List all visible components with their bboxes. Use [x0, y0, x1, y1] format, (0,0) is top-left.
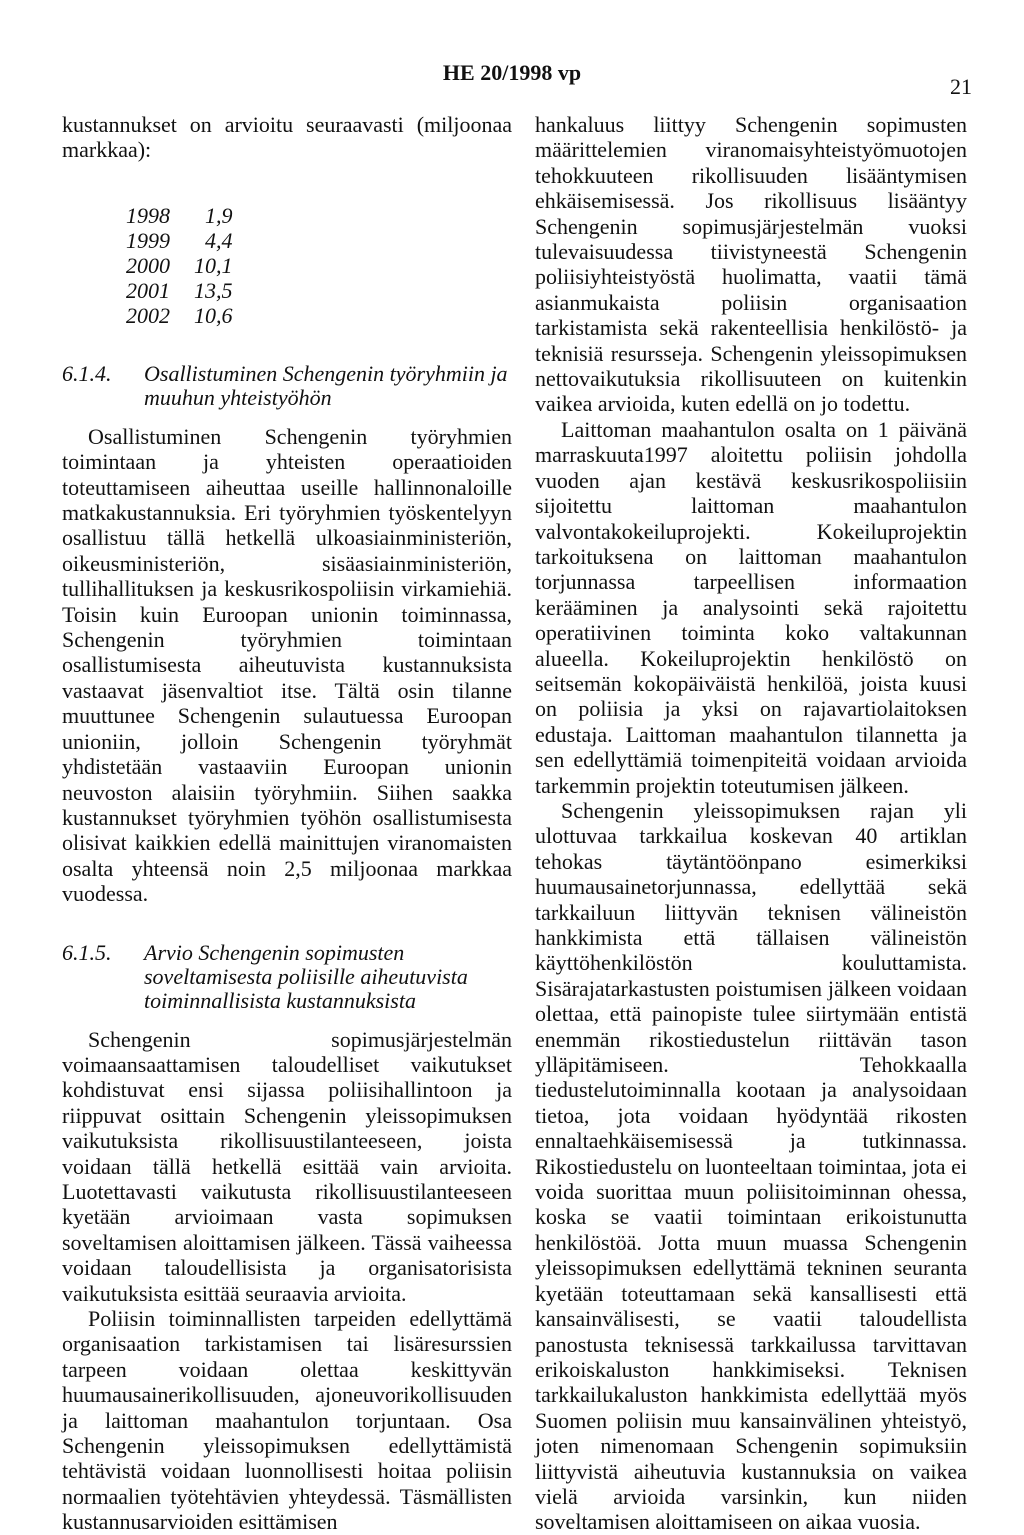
cost-row [126, 253, 233, 278]
cost-year: 1998 [126, 202, 170, 228]
cost-value: 13,5 [194, 277, 233, 303]
section-heading-6-1-5 [62, 941, 512, 1013]
paragraph: hankaluus liittyy Schengenin sopimusten määrittelemien viranomaisyhteistyömuotojen tehokkuuteen rikollisuuden lisääntymisen ehkäisemisessä. Jos rikollisuus lisääntyy Schengenin sopimusjärjestelmän vuoksi tulevaisuudessa tiivistyneestä Schengenin poliisiyhteistyöstä huolimatta, vaatii tämä asianmukaista poliisin organisaation tarkistamista sekä rakenteellisia henkilöstö- ja teknisiä resursseja. Schengenin yleissopimuksen nettovaikutuksia rikollisuuteen on kuitenkin vaikea arvioida, kuten edellä on jo todettu. [535, 112, 967, 417]
section-title: Arvio Schengenin sopimusten soveltamisesta poliisille aiheutuvista toiminnallisista kustannuksista [144, 939, 468, 1013]
left-column [62, 112, 512, 1535]
paragraph: Schengenin sopimusjärjestelmän voimaansaattamisen taloudelliset vaikutukset kohdistuvat ensi sijassa poliisihallintoon ja riippuvat osittain Schengenin yleissopimuksen vaikutuksista rikollisuustilanteeseen, joista voidaan tällä hetkellä esittää vain arvioita. Luotettavasti vaikutusta rikollisuustilanteeseen kyetään arvioimaan vasta sopimuksen soveltamisen aloittamisen jälkeen. Tässä vaiheessa voidaan taloudellisista ja organisatorisista vaikutuksista esittää seuraavia arvioita. [62, 1026, 512, 1306]
section-number: 6.1.4. [62, 360, 112, 386]
cost-row [126, 303, 233, 328]
cost-year: 1999 [126, 227, 170, 253]
cost-intro: kustannukset on arvioitu seuraavasti (miljoonaa markkaa): [62, 112, 512, 163]
cost-value: 10,6 [194, 302, 233, 328]
cost-row [126, 203, 233, 228]
cost-row [126, 228, 233, 253]
cost-year: 2002 [126, 302, 170, 328]
cost-year: 2001 [126, 277, 170, 303]
paragraph: Laittoman maahantulon osalta on 1 päivänä marraskuuta1997 aloitettu poliisin johdolla vuoden ajan kestävä keskusrikospoliisiin sijoitettu laittoman maahantulon valvontakokeiluprojekti. Kokeiluprojektin tarkoituksena on laittoman maahantulon torjunnassa tarpeellisen informaation kerääminen ja analysointi sekä rajoitettu operatiivinen toiminta koko valtakunnan alueella. Kokeiluprojektin henkilöstö on seitsemän kokopäiväistä henkilöä, joista kuusi on poliisia ja yksi on rajavartiolaitoksen edustaja. Laittoman maahantulon tilannetta ja sen edellyttämiä toimenpiteitä voidaan arvioida tarkemmin projektin toteutumisen jälkeen. [535, 416, 967, 798]
section-heading-6-1-4 [62, 362, 512, 410]
document-id: HE 20/1998 vp [442, 60, 582, 85]
cost-value: 10,1 [194, 252, 233, 278]
cost-row [126, 278, 233, 303]
cost-table [126, 203, 233, 328]
cost-value: 1,9 [205, 202, 233, 228]
right-column [535, 112, 967, 1535]
section-number: 6.1.5. [62, 939, 112, 965]
paragraph: Poliisin toiminnallisten tarpeiden edellyttämä organisaation tarkistamisen tai lisäresurssien tarpeen voidaan olettaa keskittyvän huumausainerikollisuuden, ajoneuvorikollisuuden ja laittoman maahantulon torjuntaan. Osa Schengenin yleissopimuksen edellyttämistä tehtävistä voidaan luonnollisesti hoitaa poliisin normaalien työtehtävien yhteydessä. Täsmällisten kustannusarvioiden esittämisen [62, 1306, 512, 1535]
cost-year: 2000 [126, 252, 170, 278]
section-title: Osallistuminen Schengenin työryhmiin ja muuhun yhteistyöhön [144, 360, 508, 410]
page-header [0, 60, 1024, 100]
cost-value: 4,4 [205, 227, 233, 253]
paragraph: Osallistuminen Schengenin työryhmien toimintaan ja yhteisten operaatioiden toteuttamiseen aiheuttaa useille hallinnonaloille matkakustannuksia. Eri työryhmien työskentelyyn osallistuu tällä hetkellä ulkoasiainministeriön, oikeusministeriön, sisäasiainministeriön, tullihallituksen ja keskusrikospoliisin virkamiehiä. Toisin kuin Euroopan unionin toiminnassa, Schengenin työryhmien toimintaan osallistumisesta aiheutuvista kustannuksista vastaavat jäsenvaltiot itse. Tältä osin tilanne muuttunee Schengenin sulautuessa Euroopan unioniin, jolloin Schengenin työryhmät yhdistetään vastaaviin Euroopan unionin neuvoston alaisiin työryhmiin. Siihen saakka kustannukset työryhmien työhön osallistumisesta olisivat kaikkien edellä mainittujen viranomaisten osalta yhteensä noin 2,5 miljoonaa markkaa vuodessa. [62, 423, 512, 907]
paragraph: Schengenin yleissopimuksen rajan yli ulottuvaa tarkkailua koskevan 40 artiklan tehokas täytäntöönpano esimerkiksi huumausainetorjunnassa, edellyttää sekä tarkkailuun liittyvän teknisen välineistön hankkimista että tällaisen välineistön käyttöhenkilöstön kouluttamista. Sisärajatarkastusten poistumisen jälkeen voidaan olettaa, että painopiste tulee siirtymään entistä enemmän rikostiedustelun riittävän tason ylläpitämiseen. Tehokkaalla tiedustelutoiminnalla kootaan ja analysoidaan tietoa, jota voidaan hyödyntää rikosten ennaltaehkäisemisessä ja tutkinnassa. Rikostiedustelu on luonteeltaan toimintaa, jota ei voida suorittaa muun poliisitoiminnan ohessa, koska se vaatii toimintaan erikoistunutta henkilöstöä. Jotta muun muassa Schengenin yleissopimuksen edellyttämä tekninen seuranta kyetään toteuttamaan sekä kansallisesti että kansainvälisesti, se vaatii taloudellista panostusta teknisessä tarkkailussa tarvittavan erikoiskaluston hankkimiseksi. Teknisen tarkkailukaluston hankkimista edellyttää myös Suomen poliisin muu kansainvälinen yhteistyö, joten nimenomaan Schengenin sopimuksiin liittyvistä aiheutuvia kustannuksia on vaikea vielä arvioida varsinkin, kun niiden soveltamisen aloittamiseen on aikaa vuosia. [535, 797, 967, 1535]
page-number: 21 [950, 74, 972, 99]
